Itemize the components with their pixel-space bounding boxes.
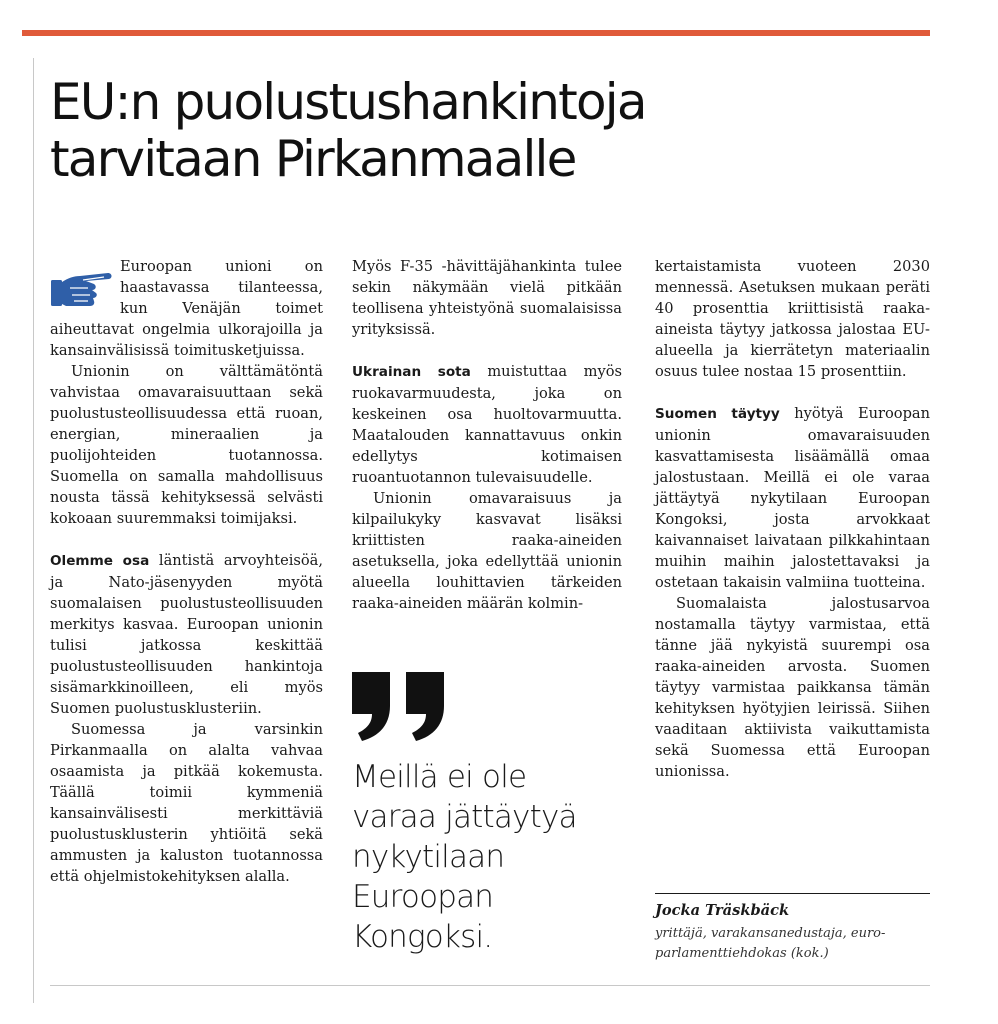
- article-column-1: [50, 256, 323, 887]
- section-lead: Suomen täytyy: [655, 406, 780, 422]
- accent-bar: [22, 30, 930, 36]
- pull-quote-line: varaa jättäytyä: [352, 799, 577, 835]
- body-paragraph: [50, 550, 323, 719]
- pull-quote-line: Kongoksi.: [352, 919, 493, 955]
- body-paragraph: Myös F-35 -hävittäjähankinta tulee sekin näkymään vielä pitkään teollisena yhteistyönä suomalaisissa yrityksissä.: [352, 258, 622, 338]
- article-column-2: [352, 256, 622, 614]
- body-paragraph: Unionin on välttämätöntä vahvistaa omavaraisuuttaan sekä puolustusteollisuudessa että ruoan, energian, mineraalien ja puolijohteiden tuotannossa. Suomella on samalla mahdollisuus nousta tässä kehityksessä selvästi kokoaan suuremmaksi toimijaksi.: [50, 363, 323, 527]
- author-role-line: parlamenttiehdokas (kok.): [655, 946, 829, 961]
- pull-quote-line: nykytilaan: [352, 839, 505, 875]
- article-headline: [50, 74, 930, 188]
- author-role: [655, 924, 930, 964]
- pull-quote-line: Meillä ei ole: [352, 759, 527, 795]
- pull-quote: [352, 757, 632, 957]
- paragraph-text: hyötyä Euroopan unionin omavaraisuuden kasvattamisesta lisäämällä omaa jalostustaan. Meillä ei ole varaa jättäytyä nykytilaan Euroopan Kongoksi, josta arvokkaat kaivannaiset laivataan pilkkahintaan muihin maihin jalostettavaksi ja ostetaan takaisin valmiina tuotteina.: [655, 405, 931, 591]
- signature-divider: [655, 893, 930, 894]
- article-column-3: [655, 256, 930, 782]
- column-divider: [33, 58, 34, 1003]
- section-lead: Ukrainan sota: [352, 364, 471, 380]
- author-name: Jocka Träskbäck: [655, 902, 790, 919]
- author-role-line: yrittäjä, varakansanedustaja, euro-: [655, 926, 886, 941]
- body-paragraph: [655, 403, 930, 593]
- body-paragraph: Euroopan unioni on haastavassa tilanteessa, kun Venäjän toimet aiheuttavat ongelmia ulkorajoilla ja kansainvälisissä toimitusketjuissa.: [50, 258, 323, 359]
- paragraph-text: läntistä arvoyhteisöä, ja Nato-jäsenyyden myötä suomalaisen puolustusteollisuuden merkitys kasvaa. Euroopan unionin tulisi jatkossa keskittää puolustusteollisuuden hankintoja sisämarkkinoilleen, eli myös Suomen puolustusklusteriin.: [50, 552, 323, 717]
- bottom-divider: [50, 985, 930, 986]
- body-paragraph: Unionin omavaraisuus ja kilpailukyky kasvavat lisäksi kriittisten raaka-aineiden asetuksella, joka edellyttää unionin alueella louhittavien tärkeiden raaka-aineiden määrän kolmin-: [352, 490, 622, 612]
- body-paragraph: [352, 361, 622, 488]
- headline-line: tarvitaan Pirkanmaalle: [50, 130, 576, 188]
- section-lead: Olemme osa: [50, 553, 150, 569]
- paragraph-text: muistuttaa myös ruokavarmuudesta, joka on keskeinen osa huoltovarmuutta. Maatalouden kannattavuus onkin edellytys kotimaisen ruoantuotannon tulevaisuudelle.: [352, 363, 622, 486]
- headline-line: EU:n puolustushankintoja: [50, 73, 646, 131]
- body-paragraph: Suomalaista jalostusarvoa nostamalla täytyy varmistaa, että tänne jää nykyistä suurempi osa raaka-aineiden arvosta. Suomen täytyy varmistaa paikkansa tämän kehityksen hyötyjien leirissä. Siihen vaaditaan aktiivista vaikuttamista sekä Suomessa että Euroopan unionissa.: [655, 595, 930, 780]
- body-paragraph: kertaistamista vuoteen 2030 mennessä. Asetuksen mukaan peräti 40 prosenttia kriittisistä raaka-aineista täytyy jatkossa jalostaa EU-alueella ja kierrätetyn materiaalin osuus tulee nostaa 15 prosenttiin.: [655, 258, 930, 380]
- body-paragraph: Suomessa ja varsinkin Pirkanmaalla on alalta vahvaa osaamista ja pitkää kokemusta. Täällä toimii kymmeniä kansainvälisesti merkittäviä puolustusklusterin yhtiöitä sekä ammusten ja kaluston tuotannossa että ohjelmistokehityksen alalla.: [50, 721, 323, 885]
- pointing-hand-icon: [50, 264, 114, 310]
- pull-quote-line: Euroopan: [352, 879, 494, 915]
- quotation-mark-icon: [350, 672, 450, 742]
